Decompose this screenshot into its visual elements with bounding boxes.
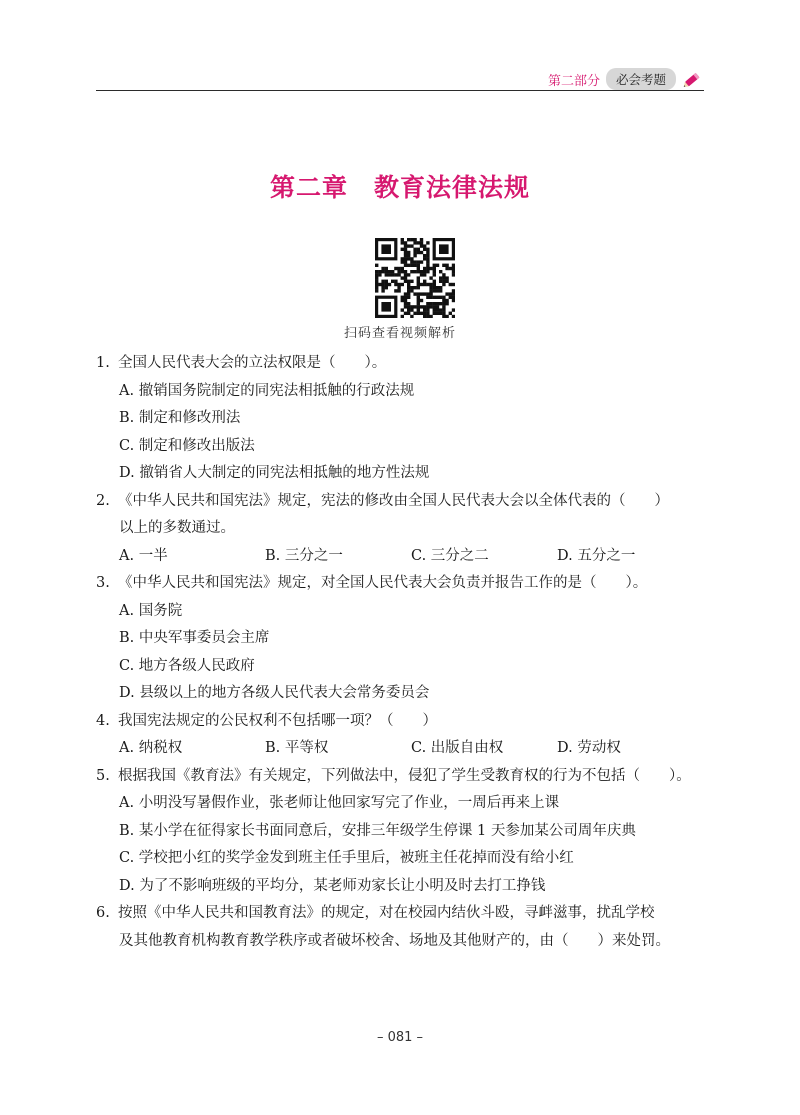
header-section-info: [548, 68, 704, 90]
option-c: C. 三分之二: [411, 547, 489, 564]
question-number: 3.: [96, 575, 110, 591]
option-d: D. 撤销省人大制定的同宪法相抵触的地方性法规: [119, 465, 430, 481]
chapter-title: 第二章 教育法律法规: [269, 173, 530, 202]
page-header: [96, 62, 704, 91]
option-b: B. 平等权: [265, 740, 329, 756]
option-b: B. 制定和修改刑法: [119, 410, 241, 426]
option-d: D. 县级以上的地方各级人民代表大会常务委员会: [119, 685, 430, 701]
question-2: [96, 488, 708, 516]
option-a: A. 一半: [119, 547, 168, 564]
question-5: [96, 763, 708, 791]
option-c: C. 制定和修改出版法: [119, 437, 255, 454]
question-text: 我国宪法规定的公民权利不包括哪一项？（ ）: [118, 712, 437, 729]
option-b: B. 某小学在征得家长书面同意后，安排三年级学生停课 1 天参加某公司周年庆典: [119, 822, 636, 839]
question-number: 1.: [96, 355, 110, 371]
question-number: 4.: [96, 712, 110, 729]
option-d: D. 劳动权: [557, 740, 621, 756]
option-b: B. 中央军事委员会主席: [119, 630, 270, 646]
options-row: [96, 735, 708, 763]
qr-code[interactable]: [375, 238, 455, 318]
question-text-continuation: 及其他教育机构教育教学秩序或者破坏校舍、场地及其他财产的，由（ ）来处罚。: [119, 932, 670, 949]
option-d: D. 五分之一: [557, 547, 636, 564]
question-text: 根据我国《教育法》有关规定，下列做法中，侵犯了学生受教育权的行为不包括（ ）。: [118, 767, 691, 784]
option-d: D. 为了不影响班级的平均分，某老师劝家长让小明及时去打工挣钱: [119, 877, 546, 894]
option-b: B. 三分之一: [265, 547, 343, 564]
option-c: C. 出版自由权: [411, 740, 504, 756]
option-c: C. 学校把小红的奖学金发到班主任手里后，被班主任花掉而没有给小红: [119, 850, 574, 866]
option-a: A. 小明没写暑假作业，张老师让他回家写完了作业，一周后再来上课: [119, 795, 560, 811]
question-list: [96, 350, 708, 955]
question-text: 《中华人民共和国宪法》规定，对全国人民代表大会负责并报告工作的是（ ）。: [118, 575, 648, 591]
part-label: 第二部分: [547, 73, 600, 89]
option-a: A. 撤销国务院制定的同宪法相抵触的行政法规: [119, 382, 415, 399]
option-a: A. 国务院: [119, 602, 183, 619]
question-3: [96, 570, 708, 598]
qr-caption: 扫码查看视频解析: [343, 326, 456, 341]
question-1: [96, 350, 708, 378]
question-number: 5.: [96, 767, 110, 784]
question-number: 2.: [96, 492, 110, 509]
option-c: C. 地方各级人民政府: [119, 657, 255, 674]
options-row: [96, 543, 708, 571]
question-4: [96, 708, 708, 736]
page-number: – 081 –: [376, 1030, 424, 1045]
question-6: [96, 900, 708, 928]
question-text: 全国人民代表大会的立法权限是（ ）。: [118, 355, 387, 371]
question-text: 《中华人民共和国宪法》规定，宪法的修改由全国人民代表大会以全体代表的（ ）: [118, 492, 669, 509]
option-a: A. 纳税权: [119, 740, 183, 756]
qr-code-graphic: [375, 238, 455, 318]
question-text-continuation: 以上的多数通过。: [119, 520, 235, 536]
pencil-icon: [682, 69, 704, 89]
question-number: 6.: [96, 905, 110, 921]
section-badge: 必会考题: [606, 68, 676, 90]
question-text: 按照《中华人民共和国教育法》的规定，对在校园内结伙斗殴，寻衅滋事，扰乱学校: [118, 905, 655, 921]
